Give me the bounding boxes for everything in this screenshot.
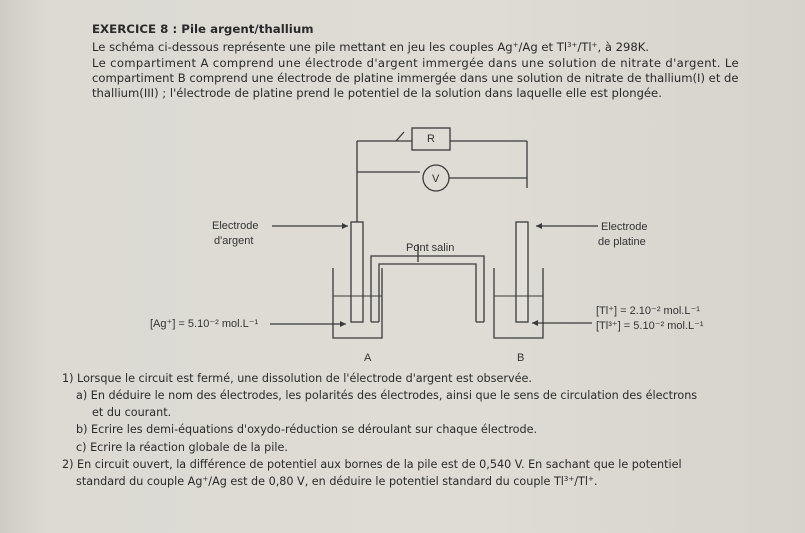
label-compartment-b: B (517, 352, 525, 364)
label-electrode-argent-2: d'argent (214, 235, 254, 247)
question-1b: b) Ecrire les demi-équations d'oxydo-réduction se déroulant sur chaque électrode. (76, 423, 538, 436)
salt-bridge-outer (371, 256, 484, 322)
question-2-line-1: 2) En circuit ouvert, la différence de potentiel aux bornes de la pile est de 0,540 V. En sachant que le potentiel (62, 458, 682, 471)
label-tl3-concentration: [Tl³⁺] = 5.10⁻² mol.L⁻¹ (596, 320, 704, 332)
exercise-title: EXERCICE 8 : Pile argent/thallium (92, 22, 314, 36)
intro-line-4: thallium(III) ; l'électrode de platine prend le potentiel de la solution dans laquelle elle est plongée. (92, 86, 662, 100)
label-tl-plus-concentration: [Tl⁺] = 2.10⁻² mol.L⁻¹ (596, 305, 700, 317)
resistor-label: R (427, 133, 435, 145)
question-1a-line-2: et du courant. (92, 406, 172, 419)
switch-lever (396, 132, 404, 141)
question-1c: c) Ecrire la réaction globale de la pile. (76, 441, 288, 454)
salt-bridge-inner (379, 264, 476, 322)
label-compartment-a: A (364, 352, 372, 364)
label-electrode-platine-1: Electrode (601, 221, 648, 233)
voltmeter-label: V (432, 173, 440, 185)
label-ag-concentration: [Ag⁺] = 5.10⁻² mol.L⁻¹ (150, 318, 259, 330)
intro-line-2: Le compartiment A comprend une électrode d'argent immergée dans une solution de nitrate d'argent. Le (92, 56, 739, 70)
question-1a-line-1: a) En déduire le nom des électrodes, les polarités des électrodes, ainsi que le sens de circulation des électrons (76, 389, 698, 402)
silver-electrode (351, 222, 363, 322)
intro-line-3: compartiment B comprend une électrode de platine immergée dans une solution de nitrate de thallium(I) et de (92, 71, 739, 85)
question-1: 1) Lorsque le circuit est fermé, une dissolution de l'électrode d'argent est observée. (62, 372, 532, 385)
label-electrode-argent-1: Electrode (212, 220, 259, 232)
label-electrode-platine-2: de platine (598, 236, 646, 248)
question-2-line-2: standard du couple Ag+/Ag est de 0,80 V, en déduire le potentiel standard du couple $Tl^{3+}/Tl^+$. (76, 475, 598, 488)
platinum-electrode (516, 222, 528, 322)
intro-line-1: Le schéma ci-dessous représente une pile mettant en jeu les couples Ag+/Ag et $Tl^{3+}/Tl^+$, à 298K. (92, 40, 650, 54)
label-pont-salin: Pont salin (406, 242, 455, 254)
